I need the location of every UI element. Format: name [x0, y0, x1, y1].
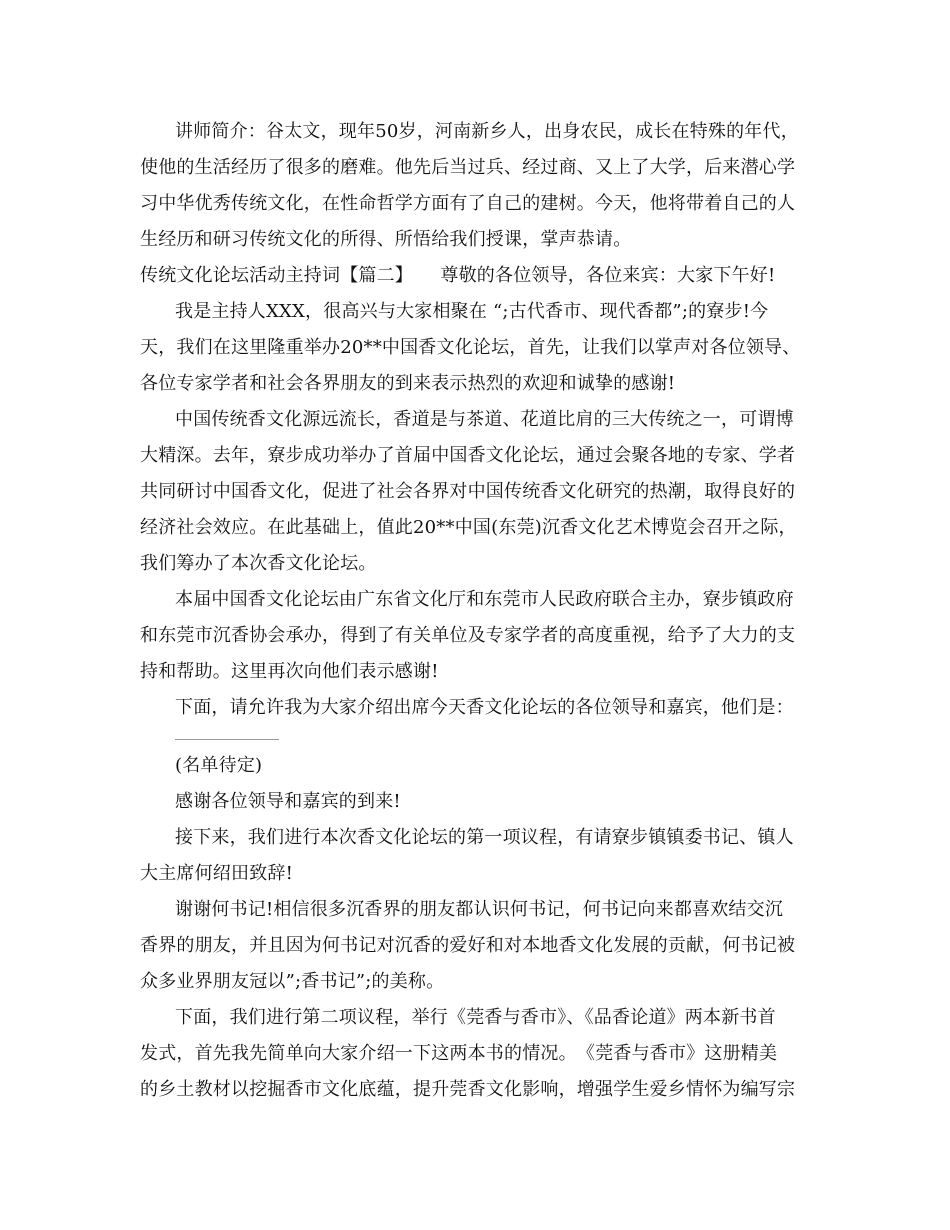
section-heading-line: 传统文化论坛活动主持词【篇二】 尊敬的各位领导，各位来宾：大家下午好!	[140, 265, 776, 286]
paragraph-line: 讲师简介：谷太文，现年50岁，河南新乡人，出身农民，成长在特殊的年代，	[175, 121, 799, 142]
paragraph-line: 经济社会效应。在此基础上，值此20**中国(东莞)沉香文化艺术博览会召开之际，	[140, 517, 797, 538]
paragraph-line: 大精深。去年，寮步成功举办了首届中国香文化论坛，通过会聚各地的专家、学者	[140, 445, 796, 466]
paragraph-line: 本届中国香文化论坛由广东省文化厅和东莞市人民政府联合主办，寮步镇政府	[175, 589, 794, 610]
paragraph-line: 习中华优秀传统文化，在性命哲学方面有了自己的建树。今天，他将带着自己的人	[140, 193, 796, 214]
paragraph-line: 中国传统香文化源远流长，香道是与茶道、花道比肩的三大传统之一，可谓博	[175, 409, 794, 430]
paragraph-line: 共同研讨中国香文化，促进了社会各界对中国传统香文化研究的热潮，取得良好的	[140, 481, 796, 502]
paragraph-line: 使他的生活经历了很多的磨难。他先后当过兵、经过商、又上了大学，后来潜心学	[140, 157, 796, 178]
paragraph-line: 谢谢何书记!相信很多沉香界的朋友都认识何书记，何书记向来都喜欢结交沉	[175, 899, 784, 920]
paragraph-line: 各位专家学者和社会各界朋友的到来表示热烈的欢迎和诚挚的感谢!	[140, 373, 676, 394]
paragraph-line: 生经历和研习传统文化的所得、所悟给我们授课，掌声恭请。	[140, 229, 632, 250]
paragraph-line: 接下来，我们进行本次香文化论坛的第一项议程，有请寮步镇镇委书记、镇人	[175, 827, 794, 848]
paragraph-line: 发式，首先我先简单向大家介绍一下这两本书的情况。 《莞香与香市》这册精美	[140, 1043, 778, 1064]
paragraph-line: 我们筹办了本次香文化论坛。	[140, 553, 377, 574]
blank-fill-line	[175, 739, 279, 740]
paragraph-line: 持和帮助。这里再次向他们表示感谢!	[140, 661, 439, 682]
paragraph-line: (名单待定)	[175, 755, 263, 776]
paragraph-line: 天，我们在这里隆重举办20**中国香文化论坛，首先，让我们以掌声对各位领导、	[140, 337, 801, 358]
paragraph-line: 香界的朋友，并且因为何书记对沉香的爱好和对本地香文化发展的贡献，何书记被	[140, 935, 796, 956]
paragraph-line: 大主席何绍田致辞!	[140, 863, 294, 884]
paragraph-line: 下面，我们进行第二项议程，举行《莞香与香市》、《品香论道》两本新书首	[175, 1007, 776, 1028]
paragraph-line: 的乡土教材以挖掘香市文化底蕴，提升莞香文化影响，增强学生爱乡情怀为编写宗	[140, 1079, 796, 1100]
paragraph-line: 众多业界朋友冠以”;香书记”;的美称。	[140, 971, 445, 992]
paragraph-line: 下面，请允许我为大家介绍出席今天香文化论坛的各位领导和嘉宾，他们是：	[175, 697, 794, 718]
paragraph-line: 和东莞市沉香协会承办，得到了有关单位及专家学者的高度重视，给予了大力的支	[140, 625, 796, 646]
paragraph-line: 我是主持人XXX，很高兴与大家相聚在 “;古代香市、现代香都”;的寮步!今	[175, 301, 769, 322]
paragraph-line: 感谢各位领导和嘉宾的到来!	[175, 791, 401, 812]
